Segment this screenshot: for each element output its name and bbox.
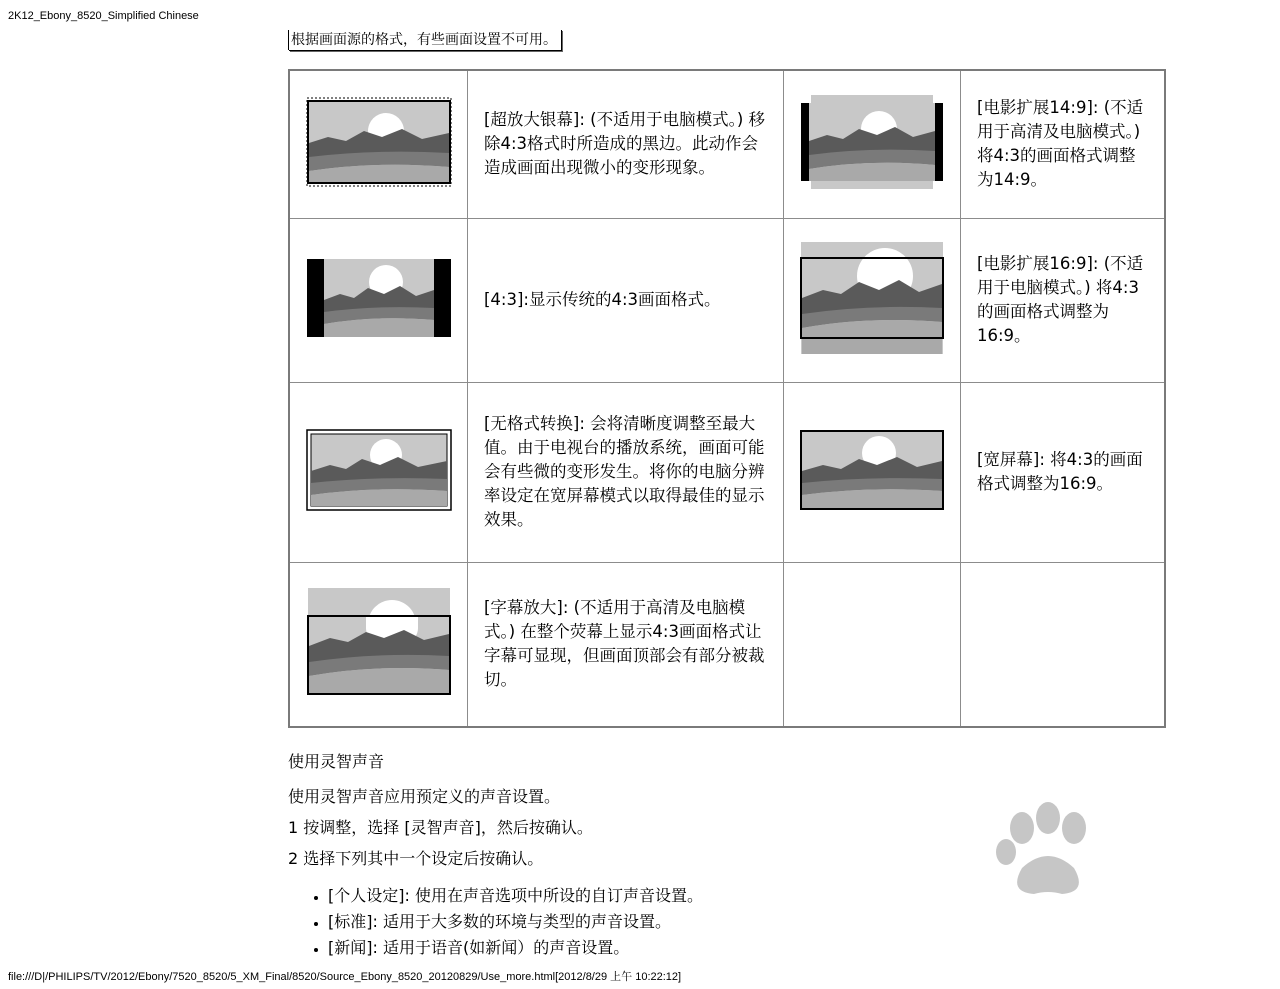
list-item: • [标准]: 适用于大多数的环境与类型的声音设置。 bbox=[328, 909, 988, 935]
mode-text: [字幕放大]: (不适用于高清及电脑模式。) 在整个荧幕上显示4:3画面格式让字幕可显现，但画面顶部会有部分被裁切。 bbox=[468, 562, 784, 727]
list-item: • [个人设定]: 使用在声音选项中所设的自订声音设置。 bbox=[328, 883, 988, 909]
document-header: 2K12_Ebony_8520_Simplified Chinese bbox=[8, 10, 199, 22]
mode-text: [电影扩展16:9]: (不适用于电脑模式。) 将4:3的画面格式调整为16:9。 bbox=[961, 218, 1166, 382]
super-zoom-icon bbox=[289, 70, 468, 218]
movie-expand-14-9-icon bbox=[784, 70, 961, 218]
step-2: 2 选择下列其中一个设定后按确认。 bbox=[288, 849, 544, 868]
section-heading: 使用灵智声音 bbox=[288, 752, 385, 771]
baidu-paw-icon bbox=[902, 788, 1202, 968]
subtitle-zoom-icon bbox=[289, 562, 468, 727]
list-item: • [新闻]: 适用于语音(如新闻）的声音设置。 bbox=[328, 935, 988, 961]
picture-format-table bbox=[288, 69, 1166, 728]
movie-expand-16-9-icon bbox=[784, 218, 961, 382]
mode-text: [电影扩展14:9]: (不适用于高清及电脑模式。) 将4:3的画面格式调整为14:9。 bbox=[961, 70, 1166, 218]
wide-screen-icon bbox=[784, 382, 961, 562]
empty-cell bbox=[784, 562, 961, 727]
document-footer: file:///D|/PHILIPS/TV/2012/Ebony/7520_8520/5_XM_Final/8520/Source_Ebony_8520_20120829/Use_more.html[2012/8/29 上午 10:22:12] bbox=[8, 971, 682, 983]
section-intro: 使用灵智声音应用预定义的声音设置。 bbox=[288, 787, 561, 806]
step-1: 1 按调整，选择 [灵智声音]，然后按确认。 bbox=[288, 818, 593, 837]
smart-sound-section bbox=[288, 750, 988, 961]
mode-text: [4:3]:显示传统的4:3画面格式。 bbox=[468, 218, 784, 382]
sound-options-list bbox=[288, 883, 988, 961]
empty-cell bbox=[961, 562, 1166, 727]
mode-text: [宽屏幕]: 将4:3的画面格式调整为16:9。 bbox=[961, 382, 1166, 562]
mode-text: [无格式转换]: 会将清晰度调整至最大值。由于电视台的播放系统，画面可能会有些微的变形发生。将你的电脑分辨率设定在宽屏幕模式以取得最佳的显示效果。 bbox=[468, 382, 784, 562]
unscaled-icon bbox=[289, 382, 468, 562]
4-3-icon bbox=[289, 218, 468, 382]
mode-text: [超放大银幕]: (不适用于电脑模式。) 移除4:3格式时所造成的黑边。此动作会造成画面出现微小的变形现象。 bbox=[468, 70, 784, 218]
availability-note: 根据画面源的格式，有些画面设置不可用。 bbox=[289, 30, 562, 51]
baidu-watermark bbox=[902, 788, 1202, 968]
